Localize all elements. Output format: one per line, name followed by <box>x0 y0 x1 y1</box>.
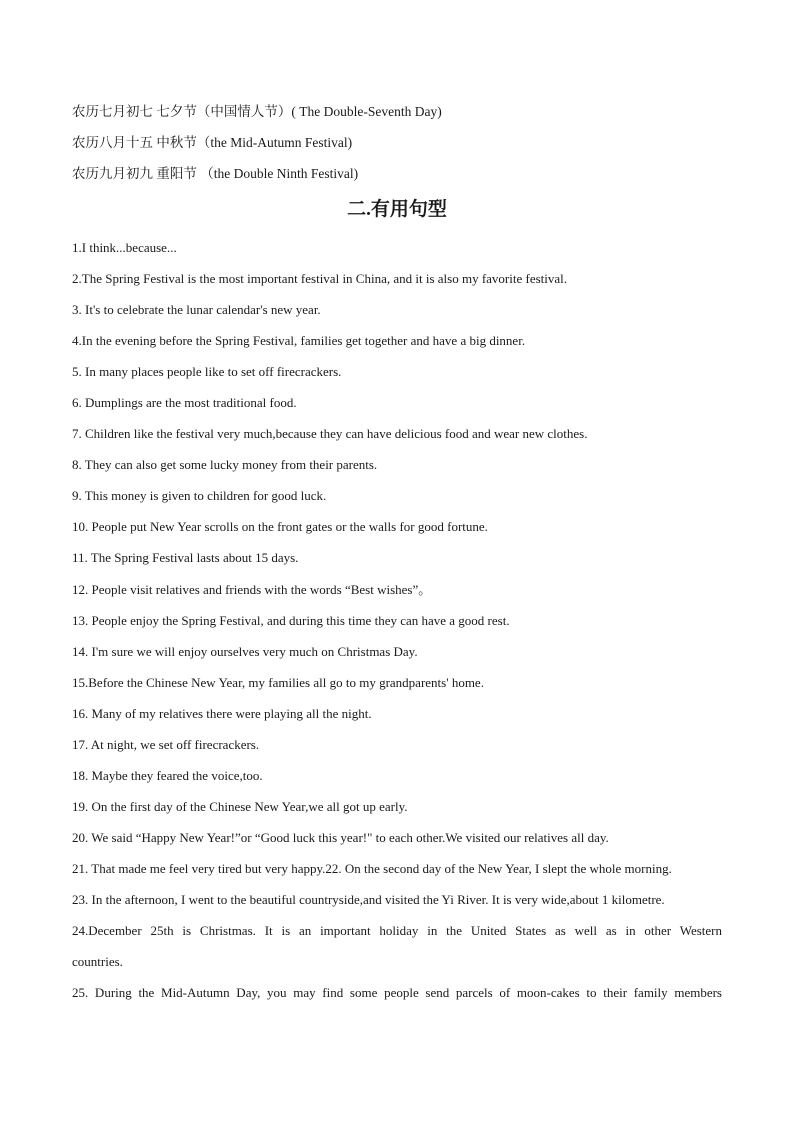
sentence-line: 24.December 25th is Christmas. It is an important holiday in the United States as well as in other Western <box>72 923 722 939</box>
sentence-line: 8. They can also get some lucky money from their parents. <box>72 457 378 473</box>
sentence-line: 20. We said “Happy New Year!”or “Good luck this year!" to each other.We visited our relatives all day. <box>72 829 609 845</box>
festival-line: 农历九月初九 重阳节 （the Double Ninth Festival) <box>72 166 359 181</box>
sentence-line: 14. I'm sure we will enjoy ourselves very much on Christmas Day. <box>72 643 418 659</box>
sentence-line: 11. The Spring Festival lasts about 15 days. <box>72 550 299 566</box>
festival-line: 农历八月十五 中秋节（the Mid-Autumn Festival) <box>72 135 353 150</box>
sentence-line: 13. People enjoy the Spring Festival, and during this time they can have a good rest. <box>72 612 510 628</box>
sentence-line: 18. Maybe they feared the voice,too. <box>72 767 263 783</box>
sentence-line: 10. People put New Year scrolls on the front gates or the walls for good fortune. <box>72 519 488 535</box>
sentence-line: 1.I think...because... <box>72 240 177 255</box>
sentence-line: 16. Many of my relatives there were playing all the night. <box>72 705 372 721</box>
sentence-continuation: countries. <box>72 954 123 970</box>
sentence-line: 15.Before the Chinese New Year, my families all go to my grandparents' home. <box>72 674 484 690</box>
sentence-line: 4.In the evening before the Spring Festival, families get together and have a big dinner. <box>72 333 526 349</box>
sentence-line: 5. In many places people like to set off firecrackers. <box>72 364 342 380</box>
section-title: 二.有用句型 <box>347 199 447 220</box>
sentence-list <box>72 238 722 1014</box>
sentence-line: 12. People visit relatives and friends with the words “Best wishes”。 <box>72 581 432 597</box>
sentence-line: 2.The Spring Festival is the most important festival in China, and it is also my favorite festival. <box>72 271 568 287</box>
sentence-line: 25. During the Mid-Autumn Day, you may find some people send parcels of moon-cakes to their family members <box>72 985 722 1001</box>
sentence-line: 3. It's to celebrate the lunar calendar's new year. <box>72 302 321 318</box>
sentence-line: 7. Children like the festival very much,because they can have delicious food and wear new clothes. <box>72 426 588 442</box>
festival-line: 农历七月初七 七夕节（中国情人节）( The Double-Seventh Day) <box>72 104 442 119</box>
sentence-line: 9. This money is given to children for good luck. <box>72 488 327 504</box>
sentence-line: 21. That made me feel very tired but very happy.22. On the second day of the New Year, I slept the whole morning. <box>72 860 672 876</box>
sentence-line: 19. On the first day of the Chinese New Year,we all got up early. <box>72 798 408 814</box>
sentence-line: 17. At night, we set off firecrackers. <box>72 736 260 752</box>
sentence-line: 6. Dumplings are the most traditional food. <box>72 395 297 411</box>
festival-list <box>72 102 732 195</box>
sentence-line: 23. In the afternoon, I went to the beautiful countryside,and visited the Yi River. It is very wide,about 1 kilometre. <box>72 891 665 907</box>
